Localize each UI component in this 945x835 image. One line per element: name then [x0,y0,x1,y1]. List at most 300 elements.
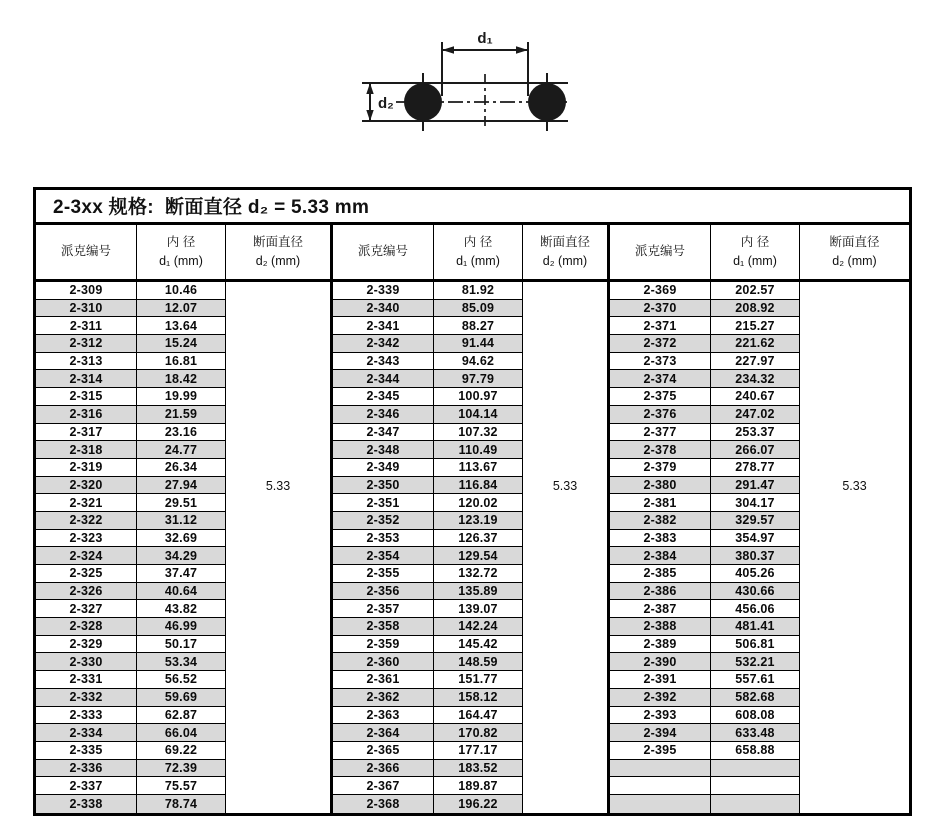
group-data [333,282,607,813]
table-row [333,370,522,388]
header-part-number [36,225,137,279]
inner-diameter-cell: 227.97 [735,354,775,369]
table-row [610,724,799,742]
inner-diameter-cell: 120.02 [458,495,498,510]
header-part-label: 派克编号 [60,244,111,259]
part-number-cell: 2-368 [333,795,434,813]
group-header [333,225,607,282]
part-number-cell: 2-382 [610,512,711,529]
inner-diameter-cell: 32.69 [164,530,198,545]
part-number-cell: 2-352 [333,512,434,529]
table-row [610,441,799,459]
header-id-unit: d₁ (mm) [456,254,500,268]
part-number-cell: 2-359 [333,636,434,653]
part-number-cell: 2-392 [610,689,711,706]
part-number-cell: 2-335 [36,742,137,759]
part-number-cell: 2-333 [36,707,137,724]
part-number-cell: 2-316 [36,406,137,423]
inner-diameter-cell: 481.41 [711,618,799,635]
part-number-cell: 2-323 [36,530,137,547]
table-row [36,530,225,548]
part-number-cell: 2-350 [333,477,434,494]
table-row [36,777,225,795]
table-group-1 [36,225,330,813]
inner-diameter-cell: 123.19 [434,512,522,529]
part-number-cell: 2-343 [333,353,434,370]
inner-diameter-cell: 43.82 [164,601,198,616]
inner-diameter-cell: 208.92 [711,300,799,317]
part-number-cell: 2-340 [333,300,434,317]
table-row [333,441,522,459]
header-cs-unit: d₂ (mm) [832,254,877,268]
part-number-cell: 2-348 [333,441,434,458]
part-number-cell: 2-373 [610,353,711,370]
table-row [333,300,522,318]
inner-diameter-cell: 126.37 [458,530,498,545]
inner-diameter-cell: 278.77 [735,460,775,475]
inner-diameter-cell: 380.37 [711,547,799,564]
table-row [333,795,522,813]
table-row [36,477,225,495]
group-data [610,282,909,813]
header-part-number [333,225,434,279]
part-number-cell: 2-334 [36,724,137,741]
inner-diameter-cell: 104.14 [434,406,522,423]
inner-diameter-cell: 21.59 [137,406,225,423]
cross-section-value: 5.33 [842,479,867,493]
part-number-cell: 2-361 [333,671,434,688]
inner-diameter-cell: 215.27 [735,318,775,333]
inner-diameter-cell: 196.22 [434,795,522,813]
table-row [36,353,225,371]
table-row [610,459,799,477]
inner-diameter-cell: 291.47 [711,477,799,494]
part-number-cell: 2-338 [36,795,137,813]
table-row [333,282,522,300]
table-row [36,494,225,512]
table-row [610,317,799,335]
header-inner-diameter [711,225,799,279]
part-number-cell [610,760,711,777]
table-row [610,742,799,760]
inner-diameter-cell: 15.24 [137,335,225,352]
header-cs-label: 断面直径 [539,234,590,249]
part-number-cell: 2-394 [610,724,711,741]
inner-diameter-cell: 532.21 [711,653,799,670]
table-row [36,406,225,424]
inner-diameter-cell: 253.37 [735,424,775,439]
inner-diameter-cell: 189.87 [458,778,498,793]
inner-diameter-cell [711,760,799,777]
inner-diameter-cell: 78.74 [137,795,225,813]
header-inner-diameter [137,225,225,279]
inner-diameter-cell: 129.54 [434,547,522,564]
group-data [36,282,330,813]
part-number-cell: 2-356 [333,583,434,600]
part-number-cell: 2-355 [333,565,434,582]
part-number-cell: 2-321 [36,494,137,511]
oring-section-right [528,83,566,121]
inner-diameter-cell: 59.69 [137,689,225,706]
oring-section-left [404,83,442,121]
inner-diameter-cell: 40.64 [137,583,225,600]
header-id-label: 内 径 [740,234,770,249]
table-row [610,707,799,725]
inner-diameter-cell: 69.22 [164,743,198,758]
part-number-cell: 2-391 [610,671,711,688]
table-row [333,777,522,795]
table-row [333,689,522,707]
table-row [333,724,522,742]
inner-diameter-cell: 16.81 [164,354,198,369]
part-number-cell: 2-366 [333,760,434,777]
part-number-cell: 2-365 [333,742,434,759]
inner-diameter-cell: 221.62 [711,335,799,352]
inner-diameter-cell: 88.27 [461,318,495,333]
part-number-cell: 2-376 [610,406,711,423]
part-number-cell: 2-354 [333,547,434,564]
table-row [333,565,522,583]
part-number-cell: 2-395 [610,742,711,759]
part-number-cell: 2-369 [610,282,711,299]
part-number-cell: 2-344 [333,370,434,387]
inner-diameter-cell: 62.87 [164,707,198,722]
inner-diameter-cell: 456.06 [735,601,775,616]
part-number-cell: 2-317 [36,424,137,441]
cross-section-value: 5.33 [265,479,291,493]
part-number-cell: 2-389 [610,636,711,653]
part-number-cell: 2-363 [333,707,434,724]
inner-diameter-cell: 608.08 [735,707,775,722]
table-row [36,441,225,459]
inner-diameter-cell: 116.84 [434,477,522,494]
table-row [333,760,522,778]
inner-diameter-cell: 151.77 [458,672,498,687]
part-number-cell: 2-328 [36,618,137,635]
inner-diameter-cell: 13.64 [164,318,198,333]
inner-diameter-cell: 582.68 [711,689,799,706]
header-cross-section [799,225,909,279]
part-number-cell: 2-309 [36,282,137,299]
table-body [36,225,909,813]
part-number-cell: 2-380 [610,477,711,494]
part-number-cell: 2-371 [610,317,711,334]
table-row [333,636,522,654]
table-row [36,600,225,618]
header-cs-label: 断面直径 [829,234,880,249]
header-id-label: 内 径 [166,234,196,249]
table-row [333,424,522,442]
inner-diameter-cell: 183.52 [434,760,522,777]
part-number-cell: 2-347 [333,424,434,441]
header-cs-unit: d₂ (mm) [255,254,301,268]
table-row [333,512,522,530]
inner-diameter-cell: 113.67 [458,460,498,475]
d1-dimension-label: d₁ [477,30,493,47]
inner-diameter-cell: 142.24 [434,618,522,635]
inner-diameter-cell: 37.47 [164,566,198,581]
table-row [333,583,522,601]
part-number-cell: 2-381 [610,494,711,511]
inner-diameter-cell: 557.61 [735,672,775,687]
inner-diameter-cell: 46.99 [137,618,225,635]
inner-diameter-cell: 132.72 [458,566,498,581]
part-number-cell: 2-329 [36,636,137,653]
part-number-cell [610,795,711,813]
inner-diameter-cell: 100.97 [458,389,498,404]
inner-diameter-cell: 66.04 [137,724,225,741]
rows-container [36,282,225,813]
table-row [333,335,522,353]
header-cs-unit: d₂ (mm) [542,254,588,268]
part-number-cell: 2-374 [610,370,711,387]
inner-diameter-cell: 81.92 [461,283,495,298]
table-row [333,494,522,512]
part-number-cell: 2-358 [333,618,434,635]
part-number-cell: 2-385 [610,565,711,582]
inner-diameter-cell: 72.39 [137,760,225,777]
part-number-cell: 2-327 [36,600,137,617]
table-row [36,636,225,654]
table-row [36,388,225,406]
table-row [610,565,799,583]
inner-diameter-cell [711,795,799,813]
table-row [610,370,799,388]
part-number-cell: 2-311 [36,317,137,334]
part-number-cell: 2-318 [36,441,137,458]
inner-diameter-cell: 202.57 [735,283,775,298]
table-row [610,282,799,300]
inner-diameter-cell: 27.94 [137,477,225,494]
inner-diameter-cell: 75.57 [164,778,198,793]
part-number-cell: 2-341 [333,317,434,334]
inner-diameter-cell: 266.07 [711,441,799,458]
rows-container [333,282,522,813]
d2-dimension-label: d₂ [378,95,394,112]
header-part-number [610,225,711,279]
table-row [610,636,799,654]
part-number-cell: 2-339 [333,282,434,299]
table-row [36,742,225,760]
table-row [333,317,522,335]
inner-diameter-cell: 107.32 [458,424,498,439]
table-row [36,689,225,707]
table-row [36,424,225,442]
part-number-cell: 2-310 [36,300,137,317]
table-row [333,388,522,406]
oring-cross-section-diagram [356,12,571,142]
inner-diameter-cell: 94.62 [461,354,495,369]
inner-diameter-cell: 135.89 [434,583,522,600]
part-number-cell: 2-349 [333,459,434,476]
arrowhead-right [516,46,528,54]
part-number-cell: 2-353 [333,530,434,547]
inner-diameter-cell: 405.26 [735,566,775,581]
table-row [36,583,225,601]
part-number-cell: 2-322 [36,512,137,529]
part-number-cell: 2-384 [610,547,711,564]
inner-diameter-cell: 139.07 [458,601,498,616]
inner-diameter-cell: 354.97 [735,530,775,545]
table-row [36,335,225,353]
part-number-cell: 2-326 [36,583,137,600]
inner-diameter-cell: 240.67 [735,389,775,404]
table-row [610,494,799,512]
inner-diameter-cell: 158.12 [434,689,522,706]
table-row [36,795,225,813]
table-title: 2-3xx 规格: 断面直径 d₂ = 5.33 mm [36,190,909,225]
part-number-cell: 2-362 [333,689,434,706]
part-number-cell: 2-330 [36,653,137,670]
table-row [333,406,522,424]
part-number-cell: 2-360 [333,653,434,670]
inner-diameter-cell: 23.16 [164,424,198,439]
table-row [333,477,522,495]
inner-diameter-cell: 53.34 [137,653,225,670]
header-id-unit: d₁ (mm) [733,254,777,268]
arrowhead-up [366,83,373,94]
table-row [36,547,225,565]
part-number-cell: 2-331 [36,671,137,688]
table-row [36,282,225,300]
part-number-cell: 2-351 [333,494,434,511]
part-number-cell: 2-346 [333,406,434,423]
part-number-cell: 2-325 [36,565,137,582]
part-number-cell: 2-337 [36,777,137,794]
part-number-cell: 2-370 [610,300,711,317]
inner-diameter-cell: 26.34 [164,460,198,475]
table-row [36,707,225,725]
inner-diameter-cell: 148.59 [434,653,522,670]
part-number-cell: 2-386 [610,583,711,600]
table-row [333,530,522,548]
spec-table [33,187,912,816]
part-number-cell: 2-383 [610,530,711,547]
table-row [610,653,799,671]
cross-section-merged-cell [225,282,330,813]
inner-diameter-cell: 506.81 [735,637,775,652]
table-row [333,459,522,477]
header-inner-diameter [434,225,522,279]
part-number-cell: 2-379 [610,459,711,476]
part-number-cell: 2-314 [36,370,137,387]
table-row [610,424,799,442]
group-header [610,225,909,282]
part-number-cell: 2-345 [333,388,434,405]
table-row [36,760,225,778]
table-row [610,530,799,548]
header-part-label: 派克编号 [634,244,685,259]
table-row [333,742,522,760]
inner-diameter-cell: 164.47 [458,707,498,722]
table-row [610,477,799,495]
inner-diameter-cell: 34.29 [137,547,225,564]
inner-diameter-cell: 170.82 [434,724,522,741]
table-row [36,671,225,689]
table-row [36,565,225,583]
table-row [333,547,522,565]
table-row [610,300,799,318]
part-number-cell: 2-312 [36,335,137,352]
table-row [36,512,225,530]
part-number-cell: 2-372 [610,335,711,352]
table-row [610,406,799,424]
table-row [36,300,225,318]
inner-diameter-cell: 18.42 [137,370,225,387]
table-row [36,724,225,742]
part-number-cell: 2-332 [36,689,137,706]
part-number-cell: 2-388 [610,618,711,635]
table-row [610,777,799,795]
table-row [36,459,225,477]
arrowhead-down [366,110,373,121]
table-row [610,353,799,371]
part-number-cell: 2-313 [36,353,137,370]
header-id-label: 内 径 [463,234,493,249]
header-cs-label: 断面直径 [252,234,303,249]
table-row [333,653,522,671]
part-number-cell: 2-319 [36,459,137,476]
part-number-cell: 2-390 [610,653,711,670]
inner-diameter-cell: 31.12 [137,512,225,529]
part-number-cell: 2-357 [333,600,434,617]
table-row [610,795,799,813]
part-number-cell: 2-324 [36,547,137,564]
table-row [610,618,799,636]
table-row [36,317,225,335]
inner-diameter-cell: 24.77 [137,441,225,458]
table-row [36,653,225,671]
inner-diameter-cell: 97.79 [434,370,522,387]
table-row [333,600,522,618]
cross-section-merged-cell [522,282,607,813]
inner-diameter-cell: 658.88 [735,743,775,758]
table-row [36,370,225,388]
inner-diameter-cell: 85.09 [434,300,522,317]
inner-diameter-cell: 10.46 [164,283,198,298]
part-number-cell: 2-375 [610,388,711,405]
table-row [333,353,522,371]
inner-diameter-cell: 145.42 [458,637,498,652]
cross-section-value: 5.33 [552,479,578,493]
inner-diameter-cell [711,777,799,794]
table-row [610,583,799,601]
table-row [610,689,799,707]
part-number-cell: 2-387 [610,600,711,617]
inner-diameter-cell: 430.66 [711,583,799,600]
header-id-unit: d₁ (mm) [159,254,203,268]
inner-diameter-cell: 177.17 [458,743,498,758]
part-number-cell: 2-364 [333,724,434,741]
table-group-2 [330,225,607,813]
cross-section-merged-cell [799,282,909,813]
group-header [36,225,330,282]
header-part-label: 派克编号 [357,244,408,259]
inner-diameter-cell: 12.07 [137,300,225,317]
inner-diameter-cell: 110.49 [434,441,522,458]
header-cross-section [225,225,330,279]
table-row [333,671,522,689]
inner-diameter-cell: 91.44 [434,335,522,352]
part-number-cell: 2-342 [333,335,434,352]
table-row [333,618,522,636]
table-row [610,671,799,689]
table-group-3 [607,225,909,813]
rows-container [610,282,799,813]
inner-diameter-cell: 329.57 [711,512,799,529]
table-row [610,388,799,406]
part-number-cell [610,777,711,794]
